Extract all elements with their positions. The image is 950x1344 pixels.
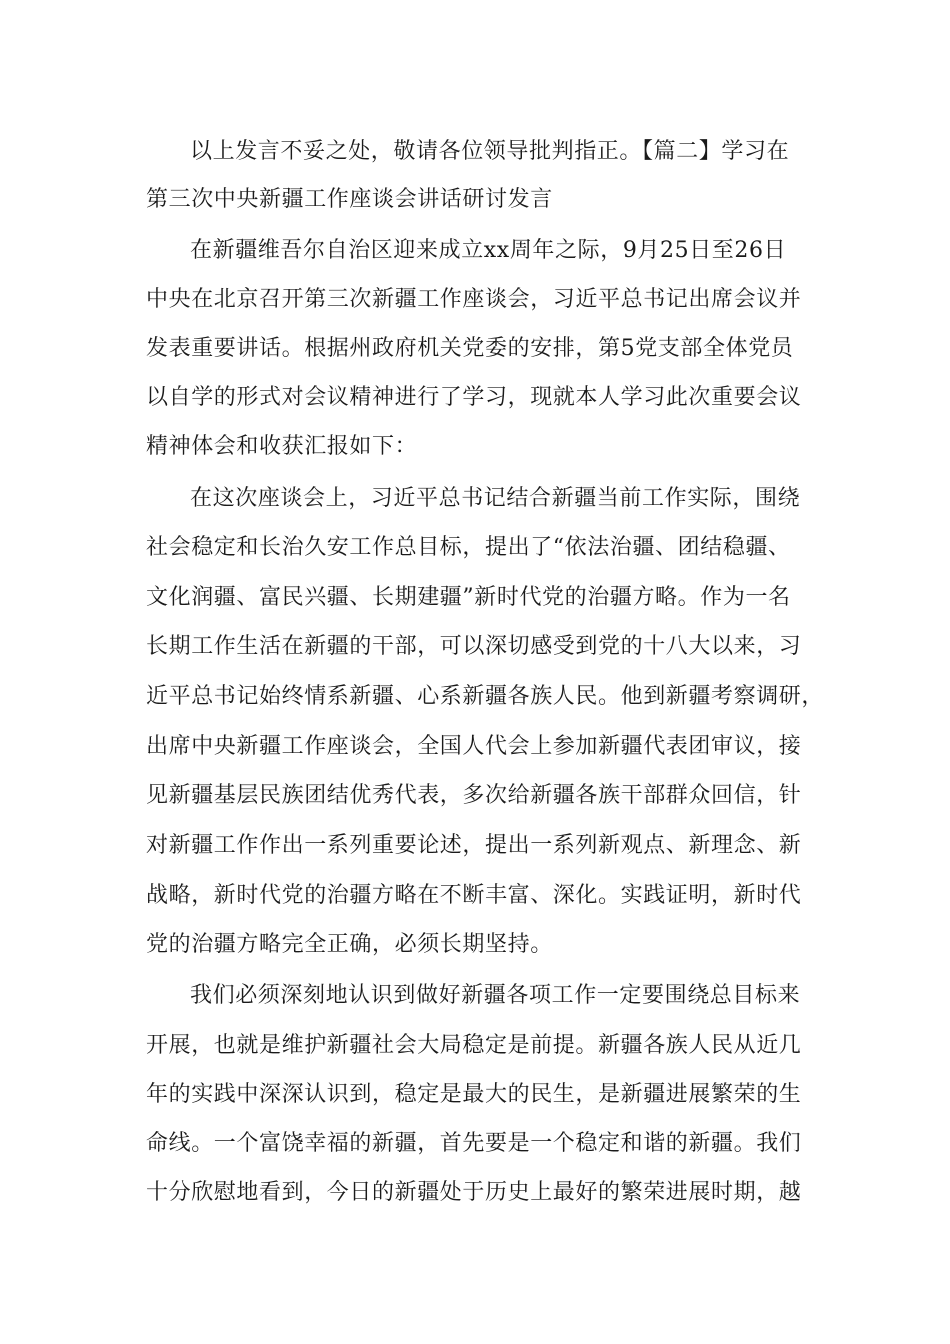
text-line: 战略，新时代党的治疆方略在不断丰富、深化。实践证明，新时代: [146, 883, 802, 908]
text-line: 在这次座谈会上，习近平总书记结合新疆当前工作实际，围绕: [190, 486, 801, 511]
text-line: 以上发言不妥之处，敬请各位领导批判指正。【篇二】学习在: [190, 139, 790, 164]
text-line: 出席中央新疆工作座谈会，全国人代会上参加新疆代表团审议，接: [146, 734, 802, 759]
text-line: 文化润疆、富民兴疆、长期建疆”新时代党的治疆方略。作为一名: [146, 585, 791, 610]
text-line: 开展，也就是维护新疆社会大局稳定是前提。新疆各族人民从近几: [146, 1033, 802, 1058]
text-line: 发表重要讲话。根据州政府机关党委的安排，第5党支部全体党员: [146, 336, 794, 361]
text-line: 十分欣慰地看到，今日的新疆处于历史上最好的繁荣进展时期，越: [146, 1180, 802, 1205]
text-line: 长期工作生活在新疆的干部，可以深切感受到党的十八大以来，习: [146, 634, 802, 659]
text-line: 近平总书记始终情系新疆、心系新疆各族人民。他到新疆考察调研，: [146, 684, 825, 709]
text-line: 中央在北京召开第三次新疆工作座谈会，习近平总书记出席会议并: [146, 287, 802, 312]
text-line: 以自学的形式对会议精神进行了学习，现就本人学习此次重要会议: [146, 385, 802, 410]
text-line: 党的治疆方略完全正确，必须长期坚持。: [146, 932, 553, 957]
text-line: 命线。一个富饶幸福的新疆，首先要是一个稳定和谐的新疆。我们: [146, 1131, 802, 1156]
text-line: 精神体会和收获汇报如下：: [146, 434, 418, 459]
text-line: 年的实践中深深认识到，稳定是最大的民生，是新疆进展繁荣的生: [146, 1082, 802, 1107]
text-line: 社会稳定和长治久安工作总目标，提出了“依法治疆、团结稳疆、: [146, 535, 791, 560]
text-line: 第三次中央新疆工作座谈会讲话研讨发言: [146, 187, 553, 212]
text-line: 在新疆维吾尔自治区迎来成立xx周年之际，9月25日至26日: [190, 238, 787, 263]
text-line: 见新疆基层民族团结优秀代表，多次给新疆各族干部群众回信，针: [146, 783, 802, 808]
text-line: 对新疆工作作出一系列重要论述，提出一系列新观点、新理念、新: [146, 833, 802, 858]
text-line: 我们必须深刻地认识到做好新疆各项工作一定要围绕总目标来: [190, 983, 801, 1008]
